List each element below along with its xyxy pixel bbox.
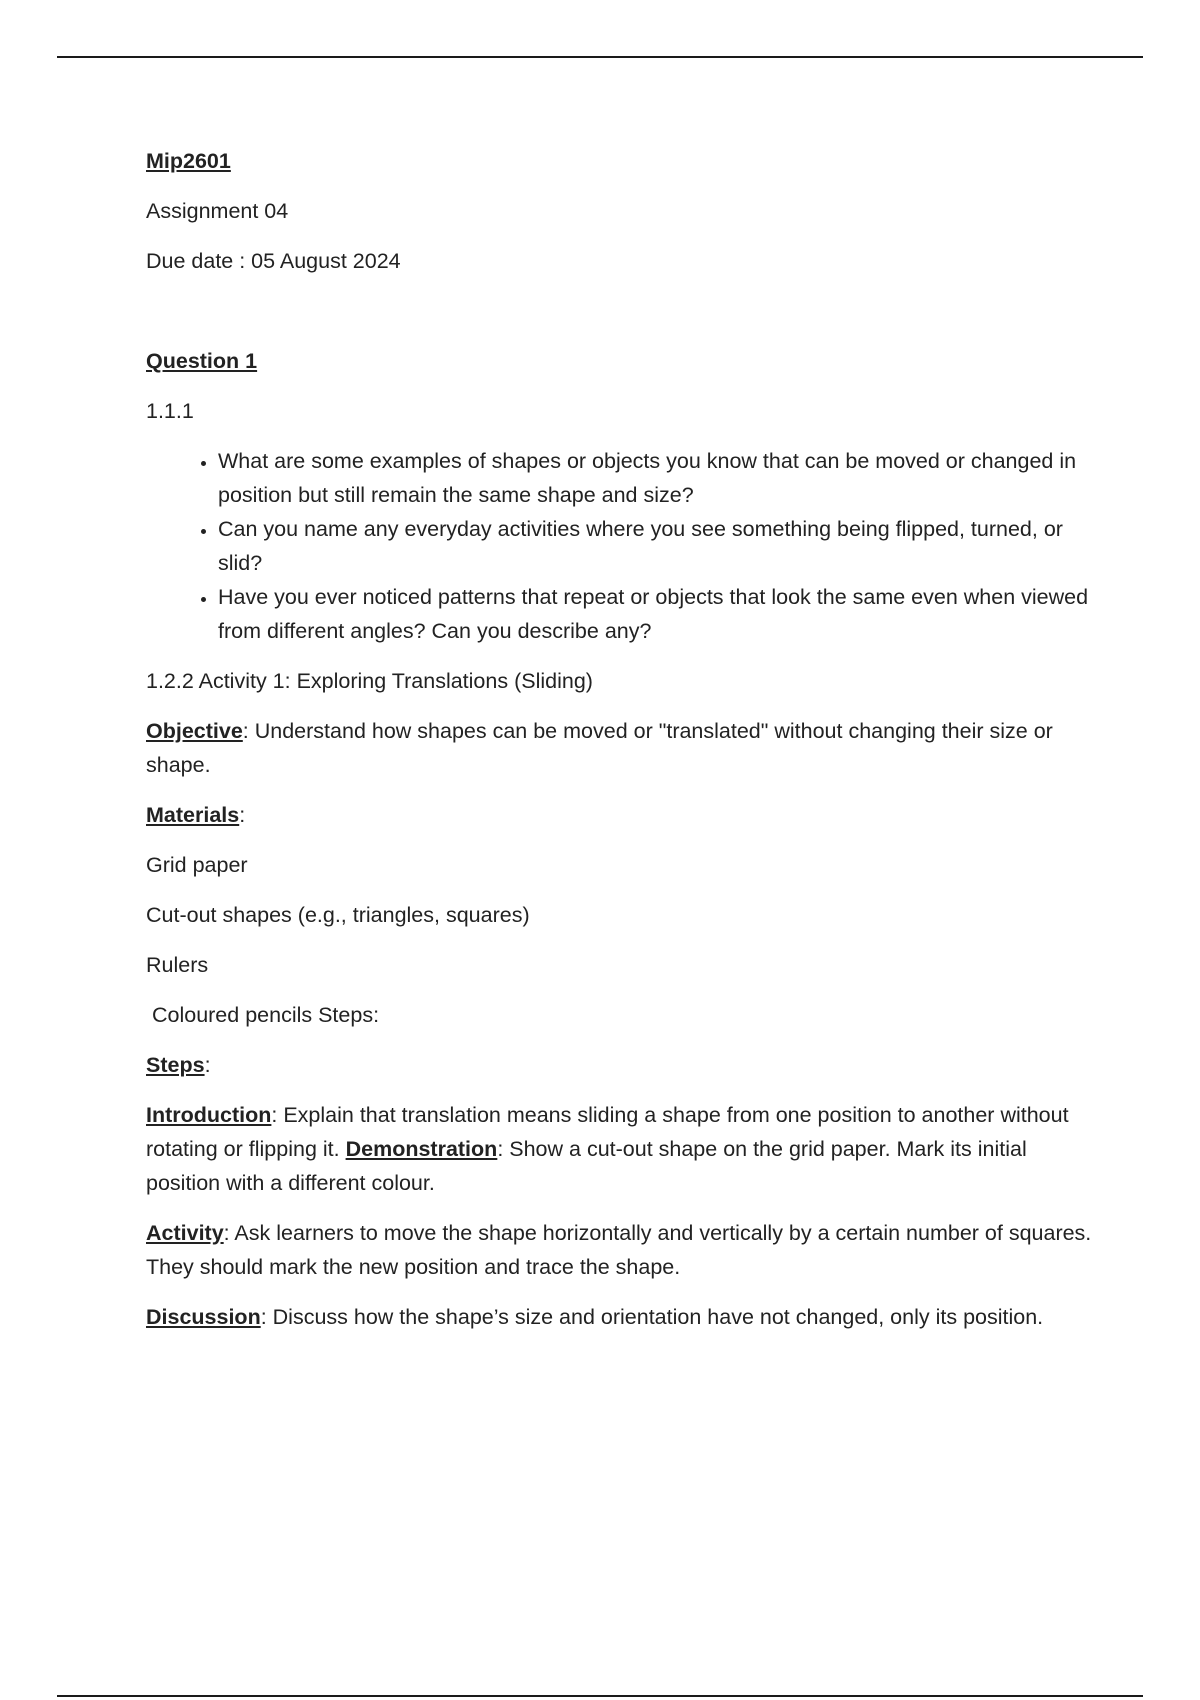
materials-label: Materials xyxy=(146,803,240,827)
introduction-label: Introduction xyxy=(146,1103,272,1127)
question-number: 1.1.1 xyxy=(146,399,194,423)
objective-label: Objective xyxy=(146,719,243,743)
discussion-label: Discussion xyxy=(146,1305,261,1329)
materials-heading: Materials: xyxy=(146,803,246,827)
question-bullets xyxy=(146,444,1096,648)
document-body xyxy=(146,144,1096,1350)
bottom-rule xyxy=(57,1695,1143,1697)
spacer xyxy=(146,294,1096,344)
activity-label: Activity xyxy=(146,1221,224,1245)
objective-text: : Understand how shapes can be moved or "translated" without changing their size or shape. xyxy=(146,719,1053,777)
material-item: Grid paper xyxy=(146,853,248,877)
demonstration-text: : Show a cut-out shape on the grid paper. Mark its initial position with a different colour. xyxy=(146,1137,1027,1195)
material-item: Cut-out shapes (e.g., triangles, squares) xyxy=(146,903,530,927)
bullet-item: • Can you name any everyday activities where you see something being flipped, turned, or slid? xyxy=(218,512,1096,580)
introduction-text: : Explain that translation means sliding a shape from one position to another without rotating or flipping it. xyxy=(146,1103,1075,1161)
activity-paragraph xyxy=(146,1216,1096,1284)
discussion-paragraph xyxy=(146,1300,1096,1334)
course-code: Mip2601 xyxy=(146,149,231,173)
due-date: Due date : 05 August 2024 xyxy=(146,249,401,273)
discussion-text: : Discuss how the shape’s size and orientation have not changed, only its position. xyxy=(260,1305,1044,1329)
introduction-paragraph xyxy=(146,1098,1096,1200)
steps-heading: Steps: xyxy=(146,1053,211,1077)
objective-paragraph xyxy=(146,714,1096,782)
demonstration-label: Demonstration xyxy=(345,1137,498,1161)
assignment-title: Assignment 04 xyxy=(146,199,289,223)
activity-title: 1.2.2 Activity 1: Exploring Translations (Sliding) xyxy=(146,669,593,693)
activity-text: : Ask learners to move the shape horizontally and vertically by a certain number of squares. They should mark the new position and trace the shape. xyxy=(146,1221,1092,1279)
bullet-item: • What are some examples of shapes or objects you know that can be moved or changed in position but still remain the same shape and size? xyxy=(218,444,1096,512)
steps-label: Steps xyxy=(146,1053,205,1077)
material-item: Rulers xyxy=(146,953,209,977)
material-item: Coloured pencils Steps: xyxy=(146,1003,380,1027)
question-heading: Question 1 xyxy=(146,349,258,373)
bullet-item: • Have you ever noticed patterns that repeat or objects that look the same even when viewed from different angles? Can you describe any? xyxy=(218,580,1096,648)
top-rule xyxy=(57,56,1143,58)
